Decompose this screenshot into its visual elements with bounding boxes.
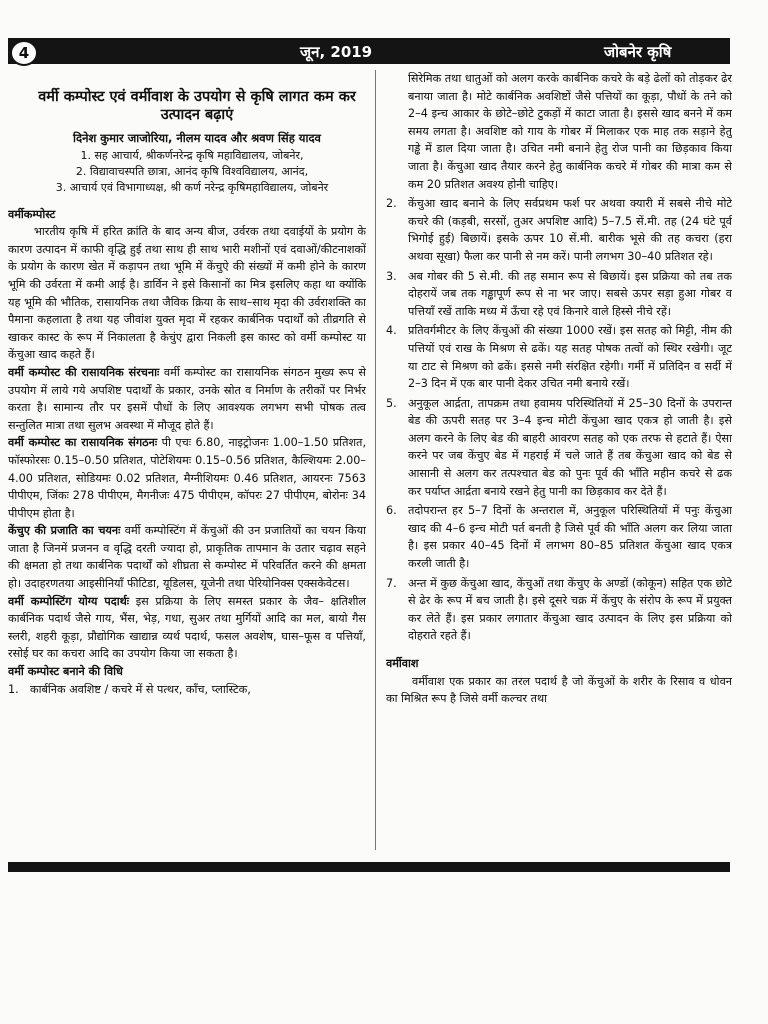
- heading-compostable-materials: वर्मी कम्पोस्टिंग योग्य पदार्थः: [8, 594, 130, 608]
- paragraph-chemical-structure: वर्मी कम्पोस्ट का रासायनिक संगठन मुख्य रूप से उपयोग में लाये गये अपशिष्ट पदार्थों के प्रकार, उनके स्रोत व निर्माण के तरीकों पर निर्भर करता है। सामान्य तौर पर इसमें पौधों के लिए आवश्यक लगभग सभी पोषक तत्व सन्तुलित मात्रा तथा सुलभ अवस्था में मौजूद होते हैं।: [8, 365, 366, 432]
- section-heading-vermicompost: वर्मीकम्पोस्ट: [8, 207, 56, 221]
- affiliation: 3. आचार्य एवं विभागाध्यक्ष, श्री कर्ण नरेन्द्र कृषिमहाविद्यालय, जोबनेर: [55, 180, 329, 194]
- issue-date: जून, 2019: [300, 43, 373, 61]
- paragraph-vermiwash: वर्मीवाश एक प्रकार का तरल पदार्थ है जो केंचुओं के शरीर के रिसाव व धोवन का मिश्रित रूप है जिसे वर्मी कल्चर तथा: [386, 674, 732, 706]
- list-item: 1. कार्बनिक अवशिष्ट / कचरे में से पत्थर, काँच, प्लास्टिक,: [8, 682, 251, 696]
- footer-bar: [8, 862, 730, 872]
- paragraph-earthworm-species: वर्मी कम्पोस्टिंग में केंचुओं की उन प्रजातियों का चयन किया जाता है जिनमें प्रजनन व वृद्धि दरती ज्यादा हो, प्राकृतिक तापमान के उतार चढ़ाव सहने की क्षमता हो तथा कार्बनिक पदार्थों को शीघ्रता से कम्पोस्ट में परिवर्तित करने की क्षमता हो। उदाहरणतया आइसीनियाँ फीटिडा, यूडिलस, यूजेनी तथा पेरियोनिक्स एक्सकेवेटस।: [8, 524, 366, 591]
- list-item: 3. अब गोबर की 5 से.मी. की तह समान रूप से बिछायें। इस प्रक्रिया को तब तक दोहरायें जब तक गड्ढापूर्ण रूप से ना भर जाए। सबसे ऊपर सड़ा हुआ गोबर व पत्तियाँ रखें ताकि मध्य में ऊँचा रहे एवं किनारे वाले हिस्से नीचे रहें।: [386, 269, 732, 318]
- page-number: 4: [10, 40, 38, 66]
- paragraph-intro: भारतीय कृषि में हरित क्रांति के बाद अन्य बीज, उर्वरक तथा दवाईयों के प्रयोग के कारण उत्पादन में काफी वृद्धि हुई तथा साथ ही साथ भारी मशीनों एवं दवाओं/कीटनाशकों के प्रयोग के कारण खेत में कड़ापन तथा भूमि में केंचुऐ की संख्यों में कमी होने के कारण भूमि की उर्वरता में कमी आई है। डार्विन ने इसे किसानों का मित्र इसलिए कहा था क्योंकि यह भूमि की भौतिक, रासायनिक तथा जैविक क्रिया के साथ–साथ मृदा की उर्वराशक्ति का पैमाना कहलाता है तथा यह जीवांश युक्त मृदा में रहकर कार्बनिक पदार्थों को तीव्रगति से खाकर कास्ट के रूप में निकालता है केचुंए द्वारा निकली इस कास्ट को वर्मी कम्पोस्ट या केंचुआ खाद कहते हैं।: [8, 225, 366, 362]
- list-item: 7. अन्त में कुछ केंचुआ खाद, केंचुओं तथा केंचुए के अण्डों (कोकून) सहित एक छोटे से ढेर के रूप में बच जाती है। इसे दूसरे चक्र में केंचुए के संरोप के रूप में प्रयुक्त कर लेते हैं। इस प्रकार लगातार केंचुआ खाद उत्पादन के लिए इस प्रक्रिया को दोहराते रहते हैं।: [386, 576, 732, 643]
- right-column: [386, 70, 732, 860]
- heading-chemical-structure: वर्मी कम्पोस्ट की रासायनिक संरचनाः: [8, 365, 160, 379]
- paragraph-compostable-materials: इस प्रक्रिया के लिए समस्त प्रकार के जैव– क्षतिशील कार्बनिक पदार्थ जैसे गाय, भैंस, भेड़, गधा, सुअर तथा मुर्गियों आदि का मल, बायो गैस स्लरी, शहरी कूड़ा, प्रौद्योगिक खाद्यान्न व्यर्थ पदार्थ, फसल अवशेष, घास–फूस व पत्तियाँ, रसोई घर का कचरा आदि का उपयोग किया जा सकता है।: [8, 594, 366, 661]
- affiliation: 1. सह आचार्य, श्रीकर्णनरेन्द्र कृषि महाविद्यालय, जोबनेर,: [80, 148, 304, 162]
- column-divider: [375, 70, 376, 850]
- paragraph-chemical-composition: पी एचः 6.80, नाइट्रोजनः 1.00–1.50 प्रतिशत, फॉस्फोरसः 0.15–0.50 प्रतिशत, पोटेशियमः 0.15–0.56 प्रतिशत, कैल्शियमः 2.00–4.00 प्रतिशत, सोडियमः 0.02 प्रतिशत, मैग्नीशियमः 0.46 प्रतिशत, आयरनः 7563 पीपीएम, जिंकः 278 पीपीएम, मैगनीजः 475 पीपीएम, कॉपरः 27 पीपीएम, बोरोनः 34 पीपीएम होता है।: [8, 436, 366, 520]
- article-authors: दिनेश कुमार जाजोरिया, नीलम यादव और श्रवण सिंह यादव: [73, 131, 321, 145]
- section-heading-vermiwash: वर्मीवाश: [386, 657, 419, 670]
- affiliation: 2. विद्यावाचस्पति छात्रा, आनंद कृषि विश्वविद्यालय, आनंद,: [75, 164, 309, 178]
- article-title: वर्मी कम्पोस्ट एवं वर्मीवाश के उपयोग से कृषि लागत कम कर उत्पादन बढ़ाएं: [38, 89, 356, 123]
- heading-earthworm-species: केंचुए की प्रजाति का चयनः: [8, 524, 121, 538]
- left-column: [8, 70, 366, 850]
- magazine-name: जोबनेर कृषि: [604, 43, 672, 61]
- list-item: 5. अनुकूल आर्द्रता, तापक्रम तथा हवामय परिस्थितियों में 25–30 दिनों के उपरान्त बेड की ऊपरी सतह पर 3–4 इन्च मोटी केंचुआ खाद एकत्र हो जाती है। इसे अलग करने के लिए बेड की बाहरी आवरण सतह को एक तरफ से हटाते हैं। ऐसा करने पर जब केंचुए बेड में गहराई में चले जाते हैं तब केंचुआ खाद को बेड से आसानी से अलग कर तत्पश्चात बेड को पुनः पूर्व की भाँति महीन कचरे से ढक कर पर्याप्त आर्द्रता बनाये रखने हेतु पानी का छिड़काव कर देते हैं।: [386, 396, 732, 498]
- list-item: 6. तदोपरान्त हर 5–7 दिनों के अन्तराल में, अनुकूल परिस्थितियों में पनुः केंचुआ खाद की 4–6 इन्च मोटी पर्त बनती है जिसे पूर्व की भाँति अलग कर लिया जाता है। इस प्रकार 40–45 दिनों में लगभग 80–85 प्रतिशत केंचुआ खाद एकत्र करली जाती है।: [386, 504, 732, 571]
- list-item: सिरेमिक तथा धातुओं को अलग करके कार्बनिक कचरे के बड़े ढेलों को तोड़कर ढेर बनाया जाता है। मोटे कार्बनिक अवशिष्टों जैसे पत्तियों का कूड़ा, पौधों के तने को 2–4 इन्च आकार के छोटे–छोटे टुकड़ों में काटा जाता है। इससे खाद बनने में कम समय लगता है। अवशिष्ट को गाय के गोबर में मिलाकर एक माह तक सड़ाने हेतु गड्ढे में डाल दिया जाता है। उचित नमी बनाने हेतु रोज पानी का छिड़काव किया जाता है। केंचुआ खाद तैयार करने हेतु कार्बनिक कचरे में गोबर की मात्रा कम से कम 20 प्रतिशत अवश्य होनी चाहिए।: [408, 72, 732, 191]
- list-item: 4. प्रतिवर्गमीटर के लिए केंचुओं की संख्या 1000 रखें। इस सतह को मिट्टी, नीम की पत्तियों एवं राख के मिश्रण से ढकें। यह सतह पोषक तत्वों को स्थिर रखेगी। जूट या टाट से मिश्रण को ढकें। इससे नमी संरक्षित रहेगी। गर्मी में प्रतिदिन व सर्दी में 2–3 दिन में एक बार पानी देकर उचित नमी बनाये रखें।: [386, 324, 732, 391]
- heading-method: वर्मी कम्पोस्ट बनाने की विधि: [8, 665, 123, 679]
- list-item: 2. केंचुआ खाद बनाने के लिए सर्वप्रथम फर्श पर अथवा क्यारी में सबसे नीचे मोटे कचरे की (कड़बी, सरसों, तुअर अपशिष्ट आदि) 5–7.5 सें.मी. तह (24 घंटे पूर्व भिगोई हुई) बिछायें। इसके ऊपर 10 सें.मी. बारीक भूसे की तह कचरा (हरा अथवा सूखा) फैला कर पानी से नम करें। पानी लगभग 30–40 प्रतिशत रहे।: [386, 197, 732, 263]
- heading-chemical-composition: वर्मी कम्पोस्ट का रासायनिक संगठनः: [8, 436, 158, 450]
